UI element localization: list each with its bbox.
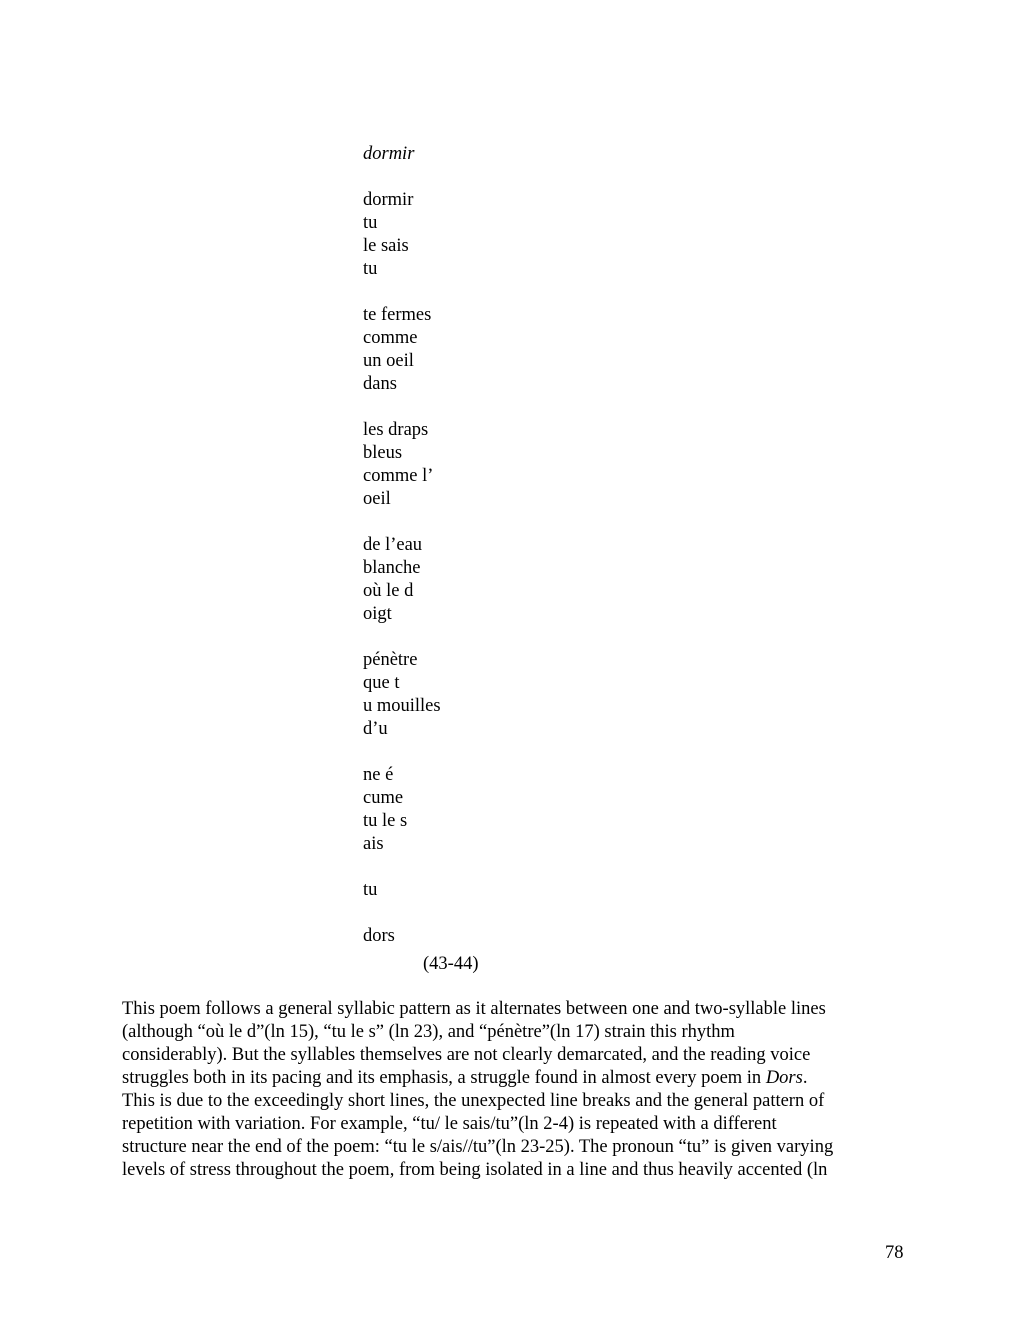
poem-line: tu	[363, 213, 378, 233]
poem-line: tu	[363, 259, 378, 279]
paragraph-line: considerably). But the syllables themselves are not clearly demarcated, and the reading voice	[122, 1045, 811, 1065]
poem-line: cume	[363, 788, 404, 808]
paragraph-line: repetition with variation. For example, “tu/ le sais/tu”(ln 2-4) is repeated with a different	[122, 1114, 777, 1134]
poem-line: tu le s	[363, 811, 408, 831]
stanza	[363, 764, 663, 856]
book-title-dors: Dors	[765, 1068, 803, 1088]
poem-line: ais	[363, 834, 384, 854]
poem-line: blanche	[363, 558, 421, 578]
poem-line: que t	[363, 673, 400, 693]
poem-line: dans	[363, 374, 397, 394]
poem-line: bleus	[363, 443, 403, 463]
paragraph-line: (although “où le d”(ln 15), “tu le s” (ln 23), and “pénètre”(ln 17) strain this rhythm	[122, 1022, 735, 1042]
poem-line: u mouilles	[363, 696, 441, 716]
poem-stanzas	[363, 189, 663, 948]
poem-line: où le d	[363, 581, 414, 601]
poem-line: oeil	[363, 489, 391, 509]
poem-line: pénètre	[363, 650, 418, 670]
poem-line: dors	[363, 926, 395, 946]
poem-line: te fermes	[363, 305, 432, 325]
poem-line: tu	[363, 880, 378, 900]
stanza	[363, 419, 663, 511]
poem-line: dormir	[363, 190, 414, 210]
poem	[363, 143, 663, 948]
paragraph-line: This is due to the exceedingly short lines, the unexpected line breaks and the general pattern of	[122, 1091, 825, 1111]
poem-citation: (43-44)	[423, 954, 479, 974]
paragraph-line: This poem follows a general syllabic pattern as it alternates between one and two-syllable lines	[122, 999, 826, 1019]
poem-line: d’u	[363, 719, 388, 739]
poem-line: oigt	[363, 604, 392, 624]
paragraph-line: struggles both in its pacing and its emphasis, a struggle found in almost every poem in Dors.	[122, 1068, 808, 1088]
page-number: 78	[885, 1243, 904, 1263]
poem-title: dormir	[363, 144, 415, 164]
stanza	[363, 649, 663, 741]
poem-line: le sais	[363, 236, 409, 256]
stanza	[363, 534, 663, 626]
poem-line: comme	[363, 328, 418, 348]
body-paragraph	[122, 998, 912, 1182]
poem-line: un oeil	[363, 351, 414, 371]
stanza	[363, 925, 663, 948]
stanza	[363, 189, 663, 281]
poem-line: de l’eau	[363, 535, 423, 555]
stanza	[363, 304, 663, 396]
paragraph-line: levels of stress throughout the poem, from being isolated in a line and thus heavily accented (ln	[122, 1160, 828, 1180]
paragraph-line: structure near the end of the poem: “tu le s/ais//tu”(ln 23-25). The pronoun “tu” is given varying	[122, 1137, 834, 1157]
poem-line: comme l’	[363, 466, 434, 486]
poem-line: ne é	[363, 765, 394, 785]
poem-line: les draps	[363, 420, 429, 440]
stanza	[363, 879, 663, 902]
